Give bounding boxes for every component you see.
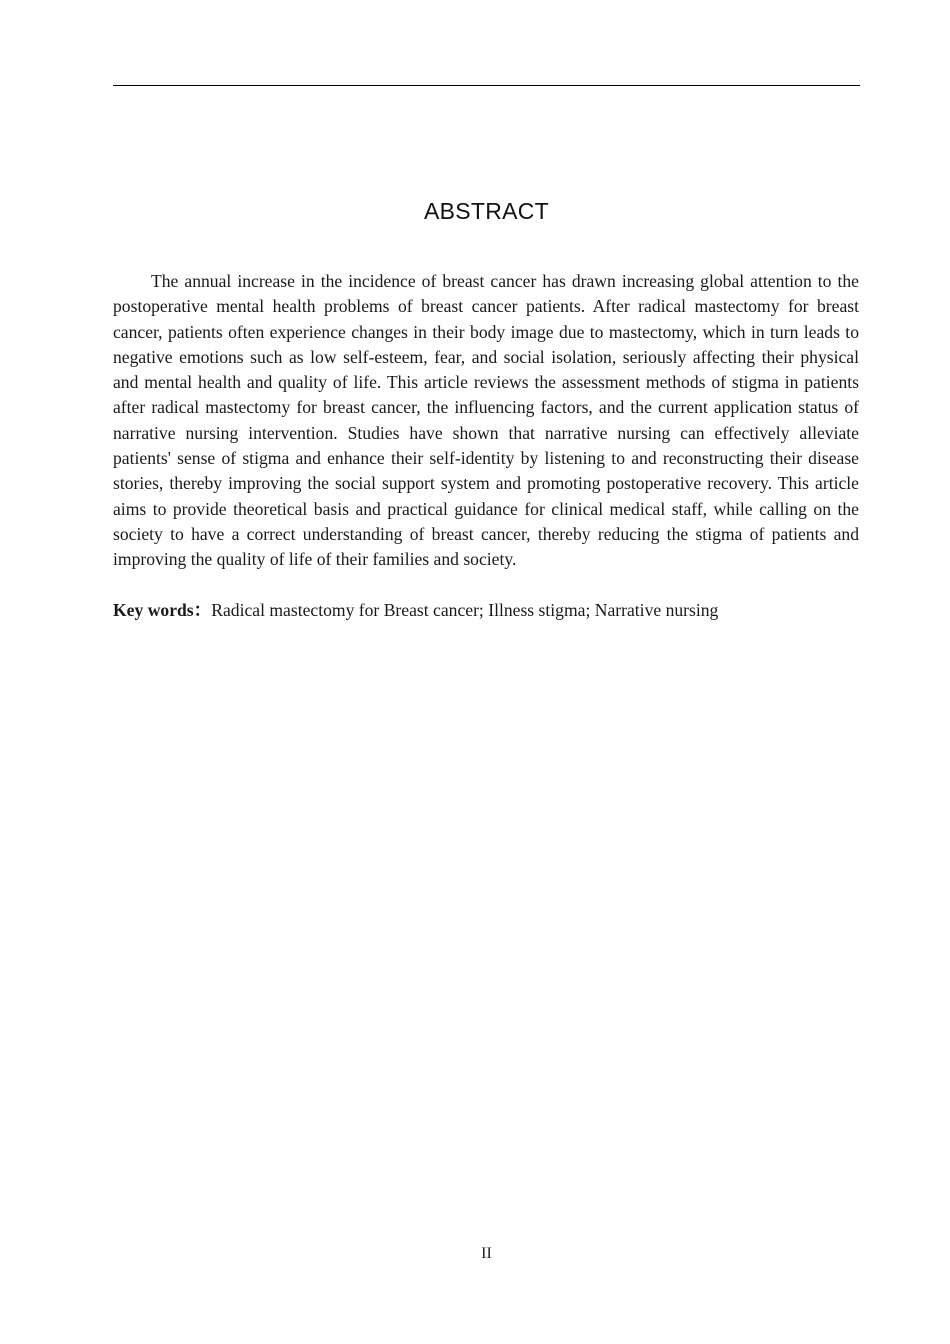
keywords-value: Radical mastectomy for Breast cancer; Illness stigma; Narrative nursing: [211, 600, 719, 620]
header-rule: [113, 85, 860, 86]
abstract-paragraph: The annual increase in the incidence of breast cancer has drawn increasing global attention to the postoperative mental health problems of breast cancer patients. After radical mastectomy for breast cancer, patients often experience changes in their body image due to mastectomy, which in turn leads to negative emotions such as low self-esteem, fear, and social isolation, seriously affecting their physical and mental health and quality of life. This article reviews the assessment methods of stigma in patients after radical mastectomy for breast cancer, the influencing factors, and the current application status of narrative nursing intervention. Studies have shown that narrative nursing can effectively alleviate patients' sense of stigma and enhance their self-identity by listening to and reconstructing their disease stories, thereby improving the social support system and promoting postoperative recovery. This article aims to provide theoretical basis and practical guidance for clinical medical staff, while calling on the society to have a correct understanding of breast cancer, thereby reducing the stigma of patients and improving the quality of life of their families and society.: [113, 271, 859, 570]
keywords-line: [113, 598, 859, 623]
page-number: II: [481, 1245, 492, 1262]
abstract-title: ABSTRACT: [423, 198, 550, 224]
keywords-label: Key words：: [113, 600, 212, 620]
